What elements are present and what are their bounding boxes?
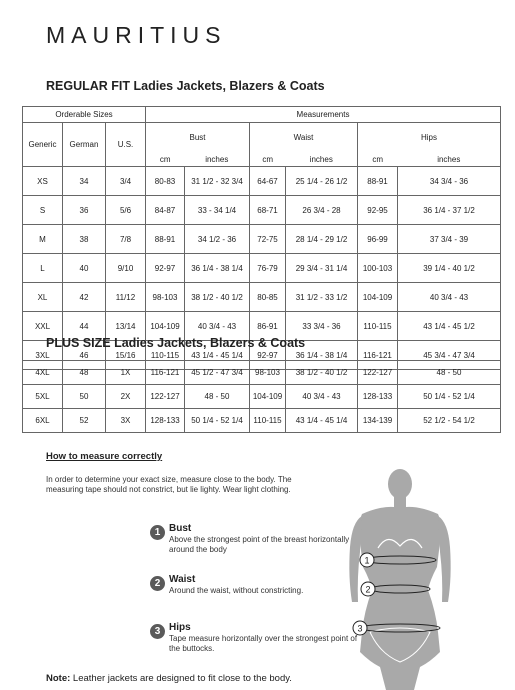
table-cell: 36 1/4 - 38 1/4	[286, 341, 358, 370]
german-header: German	[63, 123, 106, 167]
table-cell: 68-71	[250, 196, 286, 225]
table-row	[23, 254, 501, 283]
waist-cm-header: cm	[250, 153, 286, 167]
table-cell: 128-133	[146, 409, 185, 433]
table-cell: 37 3/4 - 39	[398, 225, 501, 254]
table-cell: 80-85	[250, 283, 286, 312]
table-cell: 104-109	[358, 283, 398, 312]
table-cell: S	[23, 196, 63, 225]
table-cell: 6XL	[23, 409, 63, 433]
plus-size-table	[22, 360, 501, 433]
table-cell: 50	[63, 385, 106, 409]
table-cell: 33 3/4 - 36	[286, 312, 358, 341]
table-cell: 38	[63, 225, 106, 254]
table-cell: 15/16	[106, 341, 146, 370]
table-cell: M	[23, 225, 63, 254]
table-row	[23, 225, 501, 254]
table-cell: 88-91	[146, 225, 185, 254]
table-cell: 3XL	[23, 341, 63, 370]
table-cell: 52 1/2 - 54 1/2	[398, 409, 501, 433]
table-cell: 3X	[106, 409, 146, 433]
table-cell: 50 1/4 - 52 1/4	[185, 409, 250, 433]
waist-inches-header: inches	[286, 153, 358, 167]
step-title: Hips	[169, 622, 191, 633]
how-to-measure-title: How to measure correctly	[46, 451, 163, 462]
table-cell: 46	[63, 341, 106, 370]
figure-label-1: 1	[364, 555, 370, 566]
table-row	[23, 361, 501, 385]
step-title: Bust	[169, 523, 192, 534]
table-cell: 36 1/4 - 38 1/4	[185, 254, 250, 283]
table-cell: 100-103	[358, 254, 398, 283]
figure-label-2: 2	[365, 584, 371, 595]
waist-header: Waist	[250, 123, 358, 153]
table-cell: 122-127	[146, 385, 185, 409]
step-description: Tape measure horizontally over the strongest point of the buttocks.	[169, 634, 358, 653]
step-number-badge: 3	[150, 624, 165, 639]
table-cell: 104-109	[250, 385, 286, 409]
table-cell: 43 1/4 - 45 1/4	[185, 341, 250, 370]
table-cell: XL	[23, 283, 63, 312]
table-cell: 13/14	[106, 312, 146, 341]
step-title: Waist	[169, 574, 196, 585]
table-cell: 45 1/2 - 47 3/4	[185, 361, 250, 385]
table-cell: 34 1/2 - 36	[185, 225, 250, 254]
table-cell: 92-95	[358, 196, 398, 225]
note-label: Note:	[46, 673, 71, 684]
note-text: Leather jackets are designed to fit close to the body.	[70, 673, 292, 684]
table-cell: 88-91	[358, 167, 398, 196]
brand-logo: MAURITIUS	[46, 22, 227, 48]
table-cell: 98-103	[250, 361, 286, 385]
hips-cm-header: cm	[358, 153, 398, 167]
plus-size-title: PLUS SIZE Ladies Jackets, Blazers & Coats	[46, 336, 306, 350]
table-cell: 116-121	[358, 341, 398, 370]
table-cell: 76-79	[250, 254, 286, 283]
table-cell: 3/4	[106, 167, 146, 196]
table-cell: 9/10	[106, 254, 146, 283]
table-cell: 64-67	[250, 167, 286, 196]
how-to-measure-intro: In order to determine your exact size, measure close to the body. The measuring tape should not constrict, but lie lighty. Wear light clothing.	[46, 475, 292, 494]
table-cell: 36 1/4 - 37 1/2	[398, 196, 501, 225]
table-cell: 43 1/4 - 45 1/4	[286, 409, 358, 433]
table-cell: 25 1/4 - 26 1/2	[286, 167, 358, 196]
table-cell: 34	[63, 167, 106, 196]
regular-fit-title: REGULAR FIT Ladies Jackets, Blazers & Coats	[46, 79, 325, 93]
step-number-badge: 1	[150, 525, 165, 540]
table-cell: L	[23, 254, 63, 283]
table-cell: 29 3/4 - 31 1/4	[286, 254, 358, 283]
table-row	[23, 409, 501, 433]
table-cell: 31 1/2 - 32 3/4	[185, 167, 250, 196]
table-cell: 50 1/4 - 52 1/4	[398, 385, 501, 409]
table-cell: 43 1/4 - 45 1/2	[398, 312, 501, 341]
table-cell: 38 1/2 - 40 1/2	[185, 283, 250, 312]
body-silhouette-figure	[340, 462, 460, 690]
table-cell: XS	[23, 167, 63, 196]
table-cell: 40 3/4 - 43	[185, 312, 250, 341]
bust-header: Bust	[146, 123, 250, 153]
table-row	[23, 196, 501, 225]
table-cell: 2X	[106, 385, 146, 409]
table-cell: 98-103	[146, 283, 185, 312]
table-cell: 38 1/2 - 40 1/2	[286, 361, 358, 385]
table-cell: 48 - 50	[185, 385, 250, 409]
table-cell: 72-75	[250, 225, 286, 254]
table-cell: 80-83	[146, 167, 185, 196]
table-cell: 48 - 50	[398, 361, 501, 385]
table-cell: 36	[63, 196, 106, 225]
table-cell: 96-99	[358, 225, 398, 254]
table-cell: 104-109	[146, 312, 185, 341]
step-description: Around the waist, without constricting.	[169, 586, 304, 595]
hips-inches-header: inches	[398, 153, 501, 167]
table-cell: 84-87	[146, 196, 185, 225]
table-cell: 52	[63, 409, 106, 433]
step-number-badge: 2	[150, 576, 165, 591]
hips-header: Hips	[358, 123, 501, 153]
table-cell: 86-91	[250, 312, 286, 341]
step-description: Above the strongest point of the breast horizontally around the body	[169, 535, 350, 554]
table-cell: 128-133	[358, 385, 398, 409]
table-cell: 26 3/4 - 28	[286, 196, 358, 225]
table-row	[23, 283, 501, 312]
table-cell: 28 1/4 - 29 1/2	[286, 225, 358, 254]
table-cell: 134-139	[358, 409, 398, 433]
table-cell: 48	[63, 361, 106, 385]
table-cell: 116-121	[146, 361, 185, 385]
table-cell: 1X	[106, 361, 146, 385]
table-cell: 44	[63, 312, 106, 341]
us-header: U.S.	[106, 123, 146, 167]
table-cell: 42	[63, 283, 106, 312]
table-cell: 92-97	[250, 341, 286, 370]
table-cell: 5/6	[106, 196, 146, 225]
table-cell: 122-127	[358, 361, 398, 385]
table-cell: 7/8	[106, 225, 146, 254]
table-cell: 5XL	[23, 385, 63, 409]
table-cell: 4XL	[23, 361, 63, 385]
regular-size-table	[22, 106, 501, 370]
table-cell: 110-115	[250, 409, 286, 433]
table-cell: 39 1/4 - 40 1/2	[398, 254, 501, 283]
table-cell: 33 - 34 1/4	[185, 196, 250, 225]
table-cell: 110-115	[146, 341, 185, 370]
bust-cm-header: cm	[146, 153, 185, 167]
note	[46, 673, 292, 684]
table-cell: 11/12	[106, 283, 146, 312]
orderable-sizes-header: Orderable Sizes	[23, 107, 146, 123]
bust-inches-header: inches	[185, 153, 250, 167]
table-cell: 45 3/4 - 47 3/4	[398, 341, 501, 370]
generic-header: Generic	[23, 123, 63, 167]
table-cell: 110-115	[358, 312, 398, 341]
figure-label-3: 3	[357, 623, 363, 634]
table-row	[23, 167, 501, 196]
table-cell: 92-97	[146, 254, 185, 283]
table-row	[23, 385, 501, 409]
table-cell: 40 3/4 - 43	[286, 385, 358, 409]
table-cell: 34 3/4 - 36	[398, 167, 501, 196]
measurements-header: Measurements	[146, 107, 501, 123]
table-cell: 31 1/2 - 33 1/2	[286, 283, 358, 312]
table-cell: 40 3/4 - 43	[398, 283, 501, 312]
table-cell: XXL	[23, 312, 63, 341]
table-cell: 40	[63, 254, 106, 283]
